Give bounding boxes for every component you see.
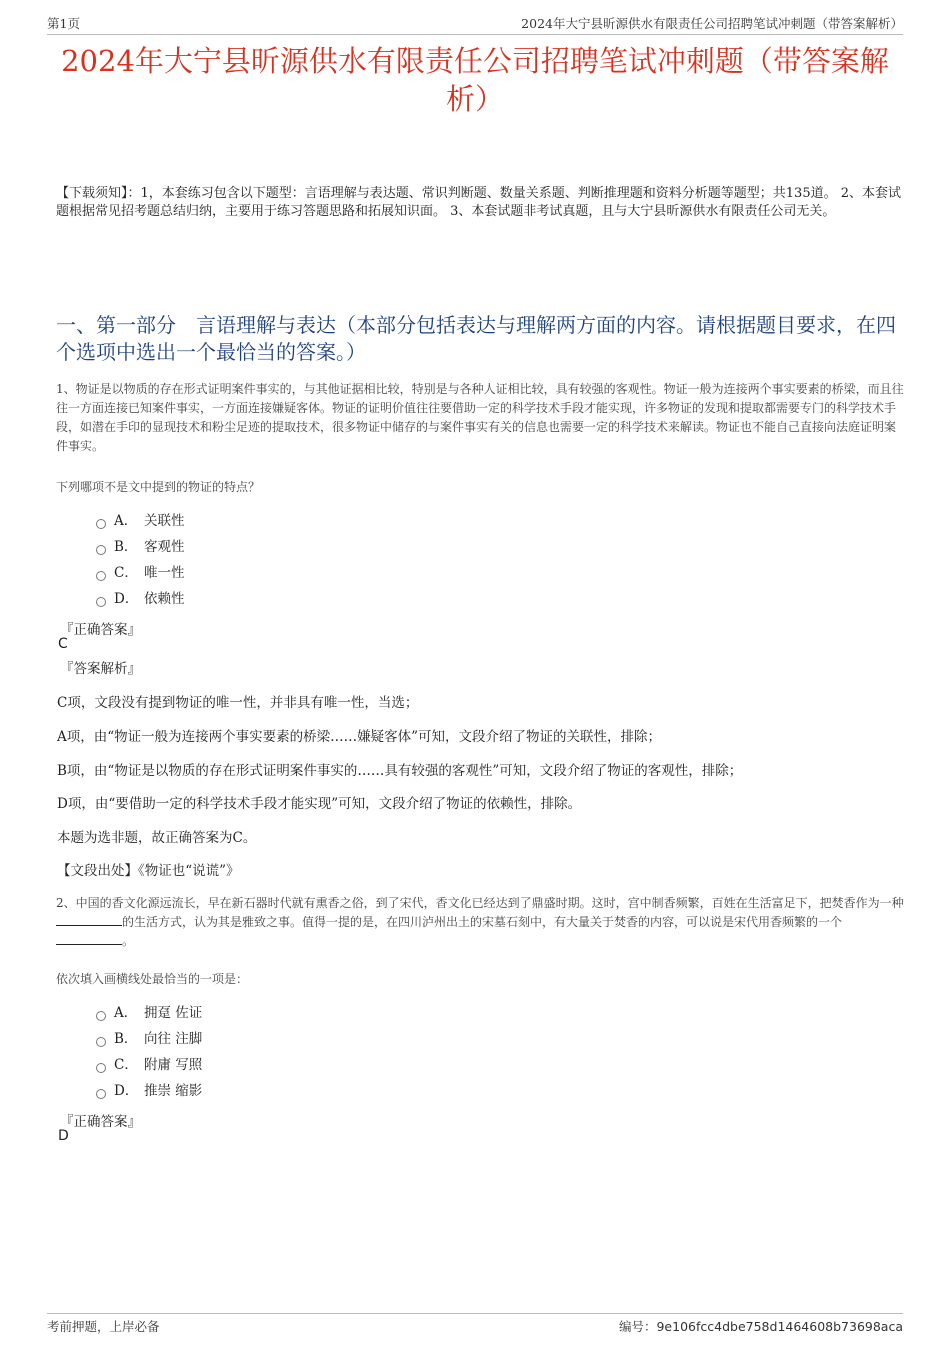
q1-analysis-line: 本题为选非题，故正确答案为C。 (57, 830, 257, 846)
footer-slogan: 考前押题，上岸必备 (47, 1319, 160, 1334)
radio-icon[interactable] (96, 1037, 106, 1047)
section-heading: 一、第一部分 言语理解与表达（本部分包括表达与理解两方面的内容。请根据题目要求，在四个选项中选出一个最恰当的答案。） (56, 313, 896, 364)
q1-analysis-line: B项，由“物证是以物质的存在形式证明案件事实的……具有较强的客观性”可知，文段介绍了物证的客观性，排除； (57, 763, 743, 779)
q2-option-b[interactable]: B． 向往 注脚 (96, 1029, 202, 1049)
radio-icon[interactable] (96, 519, 106, 529)
q1-option-a[interactable]: A． 关联性 (96, 511, 185, 531)
radio-icon[interactable] (96, 1089, 106, 1099)
q1-analysis-line: D项，由“要借助一定的科学技术手段才能实现”可知，文段介绍了物证的依赖性，排除。 (57, 796, 582, 812)
radio-icon[interactable] (96, 597, 106, 607)
document-title: 2024年大宁县昕源供水有限责任公司招聘笔试冲刺题（带答案解析） (61, 44, 889, 116)
blank-line (56, 933, 122, 945)
q1-analysis-line: A项，由“物证一般为连接两个事实要素的桥梁……嫌疑客体”可知，文段介绍了物证的关联性，排除； (57, 729, 662, 745)
q2-answer-label: 『正确答案』 (60, 1114, 141, 1130)
q1-answer: C (58, 636, 68, 652)
radio-icon[interactable] (96, 571, 106, 581)
q2-option-d[interactable]: D． 推崇 缩影 (96, 1081, 202, 1101)
q1-option-b[interactable]: B． 客观性 (96, 537, 185, 557)
q1-option-d[interactable]: D． 依赖性 (96, 589, 185, 609)
page-number: 第1页 (47, 16, 80, 31)
q1-option-c[interactable]: C． 唯一性 (96, 563, 185, 583)
page-header (47, 14, 903, 35)
q1-analysis-line: C项，文段没有提到物证的唯一性，并非具有唯一性，当选； (57, 695, 419, 711)
q1-prompt: 下列哪项不是文中提到的物证的特点？ (56, 480, 261, 494)
download-notice: 【下载须知】：1，本套练习包含以下题型：言语理解与表达题、常识判断题、数量关系题、判断推理题和资料分析题等题型；共135道。 2、本套试题根据常见招考题总结归纳，主要用于练习答题思路和拓展知识面。 3、本套试题非考试真题，且与大宁县昕源供水有限责任公司无关。 (56, 186, 901, 219)
q1-analysis-label: 『答案解析』 (60, 661, 141, 677)
q2-passage: 2、中国的香文化源远流长，早在新石器时代就有熏香之俗，到了宋代，香文化已经达到了鼎盛时期。这时，宫中制香频繁，百姓在生活富足下，把焚香作为一种的生活方式，认为其是雅致之事。值得一提的是，在四川泸州出土的宋墓石刻中，有大量关于焚香的内容，可以说是宋代用香频繁的一个。 (56, 896, 904, 948)
page-footer (47, 1313, 903, 1334)
q1-passage: 1、物证是以物质的存在形式证明案件事实的，与其他证据相比较，特别是与各种人证相比较，具有较强的客观性。物证一般为连接两个事实要素的桥梁，而且往往一方面连接已知案件事实，一方面连接嫌疑客体。物证的证明价值往往要借助一定的科学技术手段才能实现，许多物证的发现和提取都需要专门的科学技术手段，如潜在手印的显现技术和粉尘足迹的提取技术，很多物证中储存的与案件事实有关的信息也需要一定的科学技术来解读。物证也不能自己直接向法庭证明案件事实。 (56, 382, 904, 453)
radio-icon[interactable] (96, 545, 106, 555)
q1-answer-label: 『正确答案』 (60, 622, 141, 638)
footer-code: 编号：9e106fcc4dbe758d1464608b73698aca (618, 1319, 903, 1334)
q1-source: 【文段出处】《物证也“说谎”》 (57, 863, 240, 879)
radio-icon[interactable] (96, 1063, 106, 1073)
header-doc-title: 2024年大宁县昕源供水有限责任公司招聘笔试冲刺题（带答案解析） (521, 16, 903, 31)
q2-answer: D (58, 1128, 69, 1144)
q2-option-c[interactable]: C． 附庸 写照 (96, 1055, 202, 1075)
blank-line (56, 914, 122, 926)
radio-icon[interactable] (96, 1011, 106, 1021)
q2-option-a[interactable]: A． 拥趸 佐证 (96, 1003, 202, 1023)
q2-prompt: 依次填入画横线处最恰当的一项是： (56, 972, 249, 986)
